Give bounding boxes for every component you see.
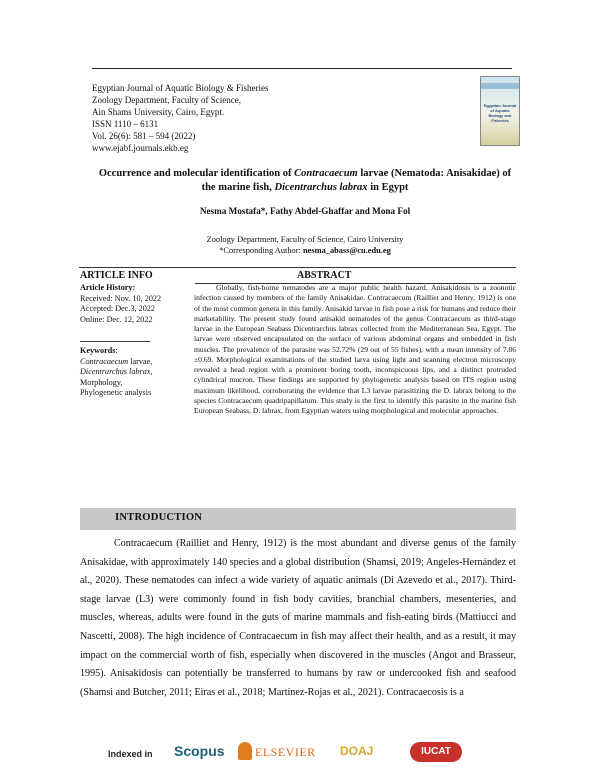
introduction-heading: INTRODUCTION — [115, 512, 203, 523]
introduction-text: Contracaecum (Railliet and Henry, 1912) is the most abundant and diverse genus of the family Anisakidae, with approximately 140 species and a global distribution (Shamsi, 2019; Angeles-Hernández et al., 2020). These nematodes can infect a wide variety of aquatic animals (Di Azevedo et al., 2017). Third-stage larvae (L3) were commonly found in fish body cavities, branchial chambers, mesenteries, and muscles, whereas, adults were found in the guts of marine mammals and fish-eating birds (Mattiucci and Nascetti, 2008). The high incidence of Contracaecum in fish may affect their health, and as a result, it may impact on the commercial worth of fish, especially when discovered in the muscles (Angot and Brasseur, 1995). Anisakidosis can potentially be transferred to humans by raw or undercooked fish and seafood (Shamsi and Butcher, 2011; Eiras et al., 2018; Martínez-Rojas et al., 2021). Contracaecosis is a — [80, 538, 516, 698]
header-rule — [92, 68, 512, 69]
indexed-in-label: Indexed in — [108, 749, 153, 759]
affiliation-dept: Zoology Department, Faculty of Science, Cairo University — [206, 235, 404, 244]
title-part3: in Egypt — [367, 182, 409, 193]
keywords-divider — [80, 341, 150, 342]
keywords-label: Keywords — [80, 346, 116, 355]
accepted-date: Accepted: Dec.3, 2022 — [80, 304, 156, 314]
keyword-1: Contracaecum larvae, — [80, 356, 153, 366]
cover-band — [481, 83, 519, 89]
journal-url[interactable]: www.ejabf.journals.ekb.eg — [92, 143, 189, 153]
journal-cover-image — [480, 76, 520, 146]
authors: Nesma Mostafa*, Fathy Abdel-Ghaffar and Mona Fol — [199, 206, 411, 216]
elsevier-tree-icon — [238, 742, 252, 760]
introduction-body — [80, 535, 516, 702]
indexing-footer — [108, 740, 508, 768]
keyword-2: Dicentrarchus labrax, — [80, 367, 153, 376]
iucat-logo[interactable]: IUCAT — [410, 742, 462, 762]
keyword-3: Morphology, — [80, 377, 123, 387]
title-part2: larvae (Nematoda: Anisakidae) of the marine fish, — [201, 168, 512, 193]
doaj-logo[interactable]: DOAJ — [340, 744, 374, 758]
scopus-logo[interactable]: Scopus — [174, 743, 225, 759]
keywords: Keywords: Contracaecum larvae, Dicentrarchus labrax, Morphology, Phylogenetic analysis — [80, 346, 190, 399]
corresponding-author — [92, 245, 518, 256]
journal-univ: Ain Shams University, Cairo, Egypt. — [92, 107, 225, 117]
title-part1: Occurrence and molecular identification of — [98, 168, 295, 179]
journal-volume: Vol. 26(6): 581 – 594 (2022) — [92, 131, 196, 141]
journal-info — [92, 82, 268, 154]
article-history — [80, 283, 195, 326]
online-date: Online: Dec. 12, 2022 — [80, 315, 153, 325]
journal-dept: Zoology Department, Faculty of Science, — [92, 95, 241, 105]
elsevier-logo[interactable]: ELSEVIER — [255, 745, 316, 759]
corresponding-label: *Corresponding Author: — [219, 246, 303, 255]
history-label: Article History: — [80, 283, 136, 292]
title-species: Dicentrarchus labrax — [274, 182, 368, 193]
title-genus: Contracaecum — [294, 168, 358, 179]
received-date: Received: Nov. 10, 2022 — [80, 293, 162, 303]
abstract-body — [194, 283, 516, 416]
paper-title — [96, 167, 514, 195]
abstract-text: Globally, fish-borne nematodes are a major public health hazard. Anisakidosis is a zoonotic infection caused by members of the family Anisakidae. Contracaecum (Railliet and Henry, 1912) is one of the most common genera in this family. Anisakid larvae in fish pose a risk for humans and reduce their marketability. The present study found anisakid nematodes of the genus Contracaecum as third-stage larvae in the European Seabass Dicentrarchus labrax collected from the Mediterranean Sea, Egypt. The larvae were observed encapsulated on the surface of various abdominal organs and embedded in fish muscles. The prevalence of the parasite was 52.72% (29 out of 55 fishes), with a mean intensity of 7.86 ±0.69. Morphological examinations of the studied larva using light and scanning electron microscopy revealed a head region with a prominent boring tooth, inconspicuous lips, and a distinct protruded cylindrical mucron. These findings are supported by phylogenetic analysis based on ITS region using maximum likelihood, corroborating the evidence that L3 larvae parasitizing the D. labrax belong to the species Contracaecum quadripapillatum. This study is the first to identify this parasite in the marine fish European Seabass, D. labrax, from Egyptian waters using morphological and molecular approaches. — [194, 283, 516, 415]
article-info-heading: ARTICLE INFO — [80, 270, 153, 281]
author-email[interactable]: nesma_abass@cu.edu.eg — [302, 246, 391, 255]
section-rule-top — [79, 267, 516, 268]
abstract-heading: ABSTRACT — [297, 270, 352, 281]
cover-title: Egyptian Journal of Aquatic Biology and Fisheries — [483, 103, 517, 123]
keyword-4: Phylogenetic analysis — [80, 388, 152, 397]
journal-name: Egyptian Journal of Aquatic Biology & Fisheries — [92, 83, 269, 93]
journal-issn: ISSN 1110 – 6131 — [92, 119, 159, 129]
affiliation — [92, 234, 518, 256]
